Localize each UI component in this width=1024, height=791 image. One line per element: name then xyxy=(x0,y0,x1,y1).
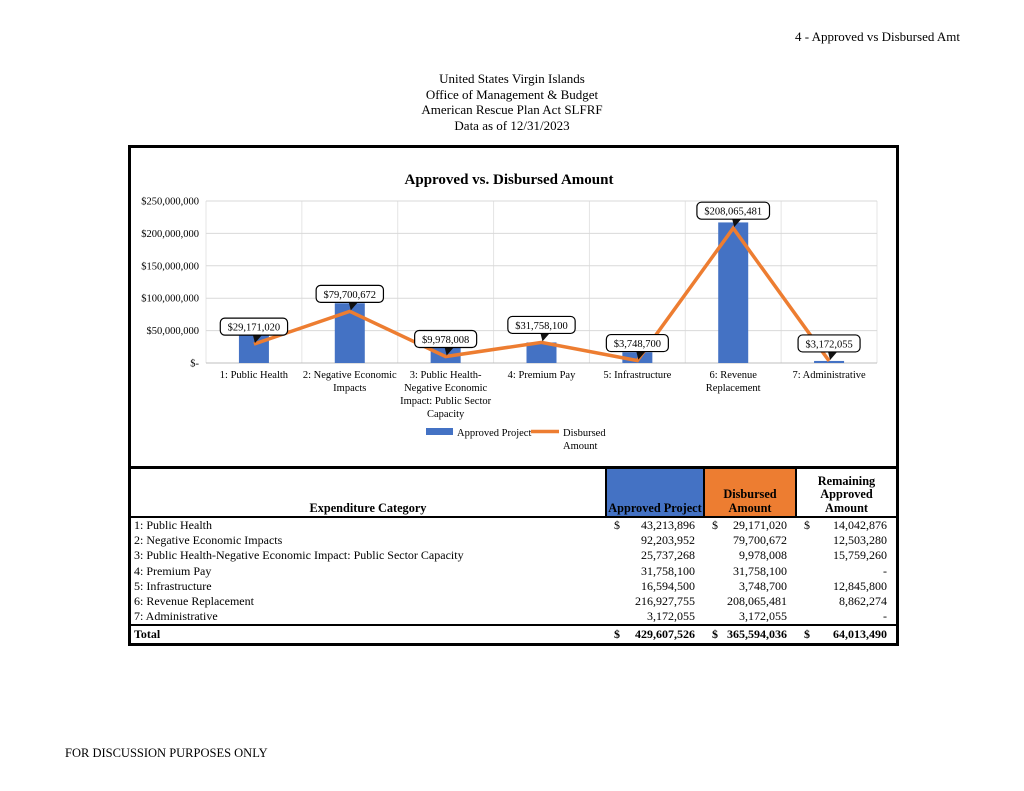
legend-approved-swatch xyxy=(426,428,453,435)
category-cell: 2: Negative Economic Impacts xyxy=(134,533,283,548)
total-remaining-cell: $ 64,013,490 xyxy=(796,625,896,643)
approved-cell: 25,737,268 xyxy=(641,548,695,563)
header-line-org: United States Virgin Islands xyxy=(439,71,585,86)
remaining-cell: - xyxy=(883,609,887,624)
legend-disbursed-label-line2: Amount xyxy=(563,441,598,452)
svg-text:5: Infrastructure: 5: Infrastructure xyxy=(603,370,672,381)
footer-disclaimer: FOR DISCUSSION PURPOSES ONLY xyxy=(65,746,268,760)
svg-text:$100,000,000: $100,000,000 xyxy=(141,293,199,305)
table-row xyxy=(131,609,896,625)
table-row xyxy=(131,533,896,548)
header-line-date: Data as of 12/31/2023 xyxy=(454,118,570,134)
category-cell: 6: Revenue Replacement xyxy=(134,594,254,609)
disbursed-cell: 9,978,008 xyxy=(739,548,787,563)
document-header xyxy=(0,71,1024,134)
expenditure-table xyxy=(131,466,896,643)
disbursed-cell: $ 29,171,020 xyxy=(712,518,787,532)
combo-chart xyxy=(131,148,896,466)
table-total-row xyxy=(131,625,896,643)
table-row xyxy=(131,548,896,563)
header-line-office: Office of Management & Budget xyxy=(425,86,599,102)
disbursed-cell: 3,748,700 xyxy=(739,578,787,593)
total-disbursed-cell: $ 365,594,036 xyxy=(704,625,796,643)
x-axis-labels xyxy=(220,370,866,420)
data-labels xyxy=(220,202,860,360)
approved-cell: 92,203,952 xyxy=(641,533,695,548)
chart-title: Approved vs. Disbursed Amount xyxy=(404,172,614,188)
gridlines xyxy=(206,201,877,363)
svg-text:3: Public Health-Negative Econ: 3: Public Health-Negative Economic Impact: Public Sector Capacity xyxy=(400,370,492,420)
approved-cell: 216,927,755 xyxy=(635,594,695,609)
svg-text:$3,172,055: $3,172,055 xyxy=(805,339,853,351)
svg-text:1: Public Health: 1: Public Health xyxy=(219,370,289,381)
chart-legend xyxy=(426,428,606,452)
table-row xyxy=(131,579,896,594)
svg-text:4: Premium Pay: 4: Premium Pay xyxy=(507,370,576,381)
svg-text:$79,700,672: $79,700,672 xyxy=(323,289,377,301)
category-cell: 5: Infrastructure xyxy=(134,578,212,593)
table-row xyxy=(131,594,896,609)
total-approved-cell: $ 429,607,526 xyxy=(606,625,704,643)
svg-text:6: RevenueReplacement: 6: Revenue Replacement xyxy=(705,370,761,394)
approved-cell: $ 43,213,896 xyxy=(614,518,695,532)
col-header-disbursed-amount: Disbursed Amount xyxy=(704,468,796,518)
svg-text:$-: $- xyxy=(190,358,199,370)
header-line-program: American Rescue Plan Act SLFRF xyxy=(421,102,603,118)
remaining-cell: - xyxy=(883,563,887,578)
legend-approved-label: Approved Project xyxy=(457,428,532,439)
disbursed-cell: 208,065,481 xyxy=(727,594,787,609)
bar xyxy=(814,361,844,363)
total-label: Total xyxy=(131,625,606,643)
disbursed-cell: 31,758,100 xyxy=(733,563,787,578)
data-label-callout xyxy=(798,335,860,360)
legend-disbursed-label: Disbursed xyxy=(563,428,606,439)
svg-text:$9,978,008: $9,978,008 xyxy=(422,335,470,347)
page-corner-label: 4 - Approved vs Disbursed Amt xyxy=(794,29,960,44)
data-label-callout xyxy=(508,316,575,341)
table-row xyxy=(131,517,896,533)
disbursed-cell: 79,700,672 xyxy=(733,533,787,548)
remaining-cell: 12,503,280 xyxy=(833,533,887,548)
category-cell: 7: Administrative xyxy=(134,609,218,624)
remaining-cell: $ 14,042,876 xyxy=(804,518,887,532)
svg-text:$208,065,481: $208,065,481 xyxy=(704,206,763,218)
svg-text:$150,000,000: $150,000,000 xyxy=(141,261,199,273)
table-header-row xyxy=(131,468,896,518)
y-axis-ticks xyxy=(141,197,199,370)
category-cell: 1: Public Health xyxy=(134,518,212,532)
category-cell: 4: Premium Pay xyxy=(134,563,212,578)
category-cell: 3: Public Health-Negative Economic Impact: Public Sector Capacity xyxy=(134,548,464,563)
disbursed-cell: 3,172,055 xyxy=(739,609,787,624)
approved-cell: 31,758,100 xyxy=(641,563,695,578)
remaining-cell: 12,845,800 xyxy=(833,578,887,593)
col-header-expenditure-category: Expenditure Category xyxy=(131,468,606,518)
col-header-remaining-approved-amount: Remaining Approved Amount xyxy=(796,468,896,518)
remaining-cell: 15,759,260 xyxy=(833,548,887,563)
col-header-approved-project: Approved Project xyxy=(606,468,704,518)
svg-text:$29,171,020: $29,171,020 xyxy=(227,322,281,334)
svg-text:$31,758,100: $31,758,100 xyxy=(515,320,568,332)
svg-text:2: Negative EconomicImpacts: 2: Negative Economic Impacts xyxy=(302,370,397,394)
svg-text:$250,000,000: $250,000,000 xyxy=(141,196,199,208)
chart-and-table-panel xyxy=(128,145,899,646)
table-row xyxy=(131,564,896,579)
svg-text:$200,000,000: $200,000,000 xyxy=(141,228,199,240)
svg-text:$50,000,000: $50,000,000 xyxy=(146,326,199,338)
svg-text:7: Administrative: 7: Administrative xyxy=(792,370,866,381)
approved-cell: 3,172,055 xyxy=(647,609,695,624)
remaining-cell: 8,862,274 xyxy=(839,594,887,609)
svg-text:$3,748,700: $3,748,700 xyxy=(613,339,661,351)
approved-cell: 16,594,500 xyxy=(641,578,695,593)
